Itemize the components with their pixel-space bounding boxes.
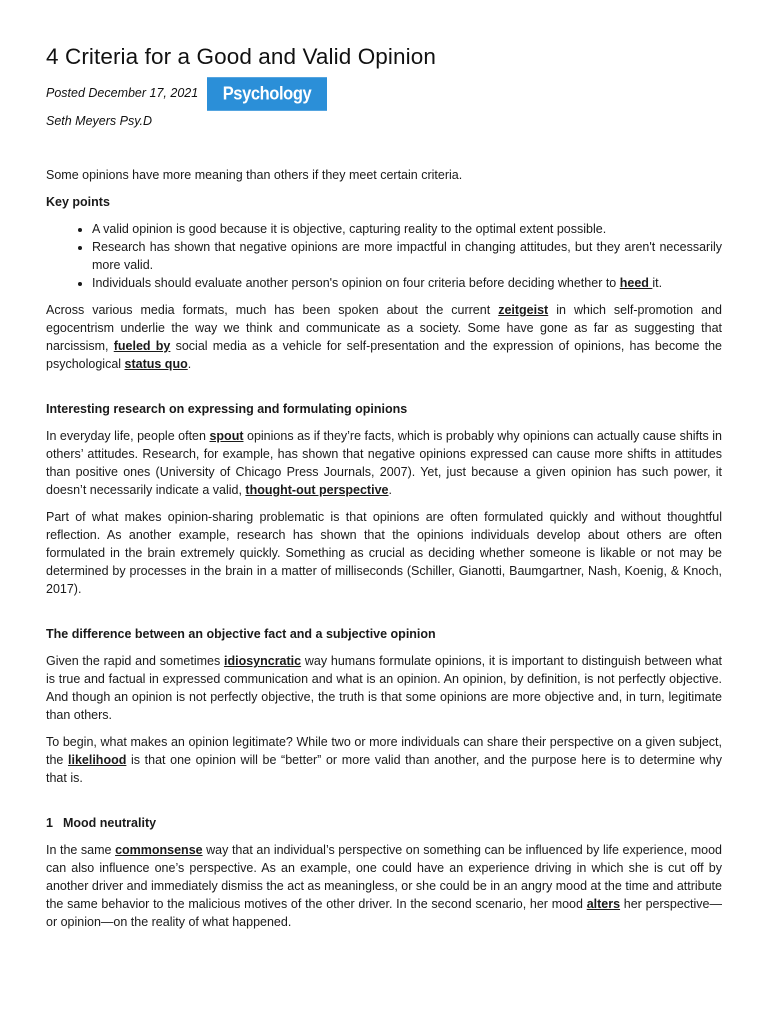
list-item: • Research has shown that negative opinions are more impactful in changing attitudes, but they aren't necessarily more valid.	[92, 238, 722, 274]
text: way that an individual’s perspective on something can be influenced by life experience, mood can also influence one’s perspective. As an example, one could have an experience driving in which she is cut off by another driver and immediately dismiss the act as meaningless, or she could be in an angry mood at the time and attribute the same behavior to the malicious motives of the other driver. In the second scenario, her mood	[46, 843, 722, 911]
link-status-quo[interactable]: status quo	[124, 357, 188, 371]
link-idiosyncratic[interactable]: idiosyncratic	[223, 654, 302, 668]
paragraph-spout	[46, 427, 722, 499]
list-item-text: Individuals should evaluate another person's opinion on four criteria before deciding whether to	[92, 276, 620, 290]
posted-date: Posted December 17, 2021	[46, 86, 199, 100]
text: way humans formulate opinions, it is important to distinguish between what is true and factual in expressed communication and what is an opinion. An opinion, by definition, is not perfectly objective. And though an opinion is not perfectly objective, the truth is that some opinions are more objective and, in turn, legitimate than others.	[46, 654, 722, 722]
link-fueled-by[interactable]: fueled by	[113, 339, 171, 353]
link-alters[interactable]: alters	[586, 897, 621, 911]
text: is that one opinion will be “better” or more valid than another, and the purpose here is to determine why that is.	[46, 753, 722, 785]
spacer	[46, 382, 722, 400]
list-item-text: it.	[652, 276, 663, 290]
article-body	[46, 166, 722, 940]
spacer	[46, 607, 722, 625]
text: Given the rapid and sometimes	[46, 654, 224, 668]
key-points-list	[46, 220, 722, 292]
spacer	[46, 796, 722, 814]
text: In the same	[46, 843, 116, 857]
text: opinions as if they’re facts, which is probably why opinions can actually cause shifts in others’ attitudes. Research, for example, has shown that negative opinions expressed can cause more shifts in attitudes than positive ones (University of Chicago Press Journals, 2007). Yet, just because a given opinion has such power, it doesn’t necessarily indicate a valid,	[46, 429, 722, 497]
section-number: 1	[46, 816, 53, 830]
key-points-heading: Key points	[46, 195, 110, 209]
text: Across various media formats, much has been spoken about the current	[46, 303, 499, 317]
paragraph-zeitgeist	[46, 301, 722, 373]
paragraph-idiosyncratic	[46, 652, 722, 724]
text: .	[388, 483, 392, 497]
author: Seth Meyers Psy.D	[46, 114, 153, 128]
list-item: • A valid opinion is good because it is objective, capturing reality to the optimal extent possible.	[92, 220, 722, 238]
section-heading-text: Mood neutrality	[63, 816, 157, 830]
paragraph-likelihood	[46, 733, 722, 787]
intro-paragraph: Some opinions have more meaning than others if they meet certain criteria.	[46, 168, 463, 182]
link-commonsense[interactable]: commonsense	[115, 843, 203, 857]
paragraph-opinion-sharing: Part of what makes opinion-sharing problematic is that opinions are often formulated quickly and without thoughtful reflection. As another example, research has shown that the opinions individuals develop about others are often formulated in the brain extremely quickly. Something as crucial as deciding whether someone is likable or not may be determined by processes in the brain in a matter of milliseconds (Schiller, Gianotti, Baumgartner, Nash, Koenig, & Knoch, 2017).	[46, 510, 722, 596]
paragraph-mood	[46, 841, 722, 931]
list-item	[92, 274, 722, 292]
text: social media as a vehicle for self-presentation and the expression of opinions, has become the psychological	[46, 339, 722, 371]
text: in which self-promotion and egocentrism underlie the way we think and communicate as a society. Some have gone as far as suggesting that narcissism,	[46, 303, 722, 353]
section-heading-fact-vs-opinion: The difference between an objective fact and a subjective opinion	[46, 627, 436, 641]
link-zeitgeist[interactable]: zeitgeist	[498, 303, 549, 317]
text: To begin, what makes an opinion legitimate? While two or more individuals can share their perspective on a given subject, the	[46, 735, 722, 767]
link-heed[interactable]: heed	[619, 276, 653, 290]
section-heading-mood-neutrality	[46, 814, 722, 832]
link-thought-out-perspective[interactable]: thought-out perspective	[245, 483, 389, 497]
text: her perspective—or opinion—on the reality of what happened.	[46, 897, 722, 929]
link-likelihood[interactable]: likelihood	[68, 753, 127, 767]
text: .	[187, 357, 192, 371]
psychology-today-logo: Psychology Today	[207, 77, 327, 111]
article-title: 4 Criteria for a Good and Valid Opinion	[46, 44, 436, 69]
text: In everyday life, people often	[46, 429, 210, 443]
section-heading-research: Interesting research on expressing and formulating opinions	[46, 402, 408, 416]
link-spout[interactable]: spout	[209, 429, 244, 443]
